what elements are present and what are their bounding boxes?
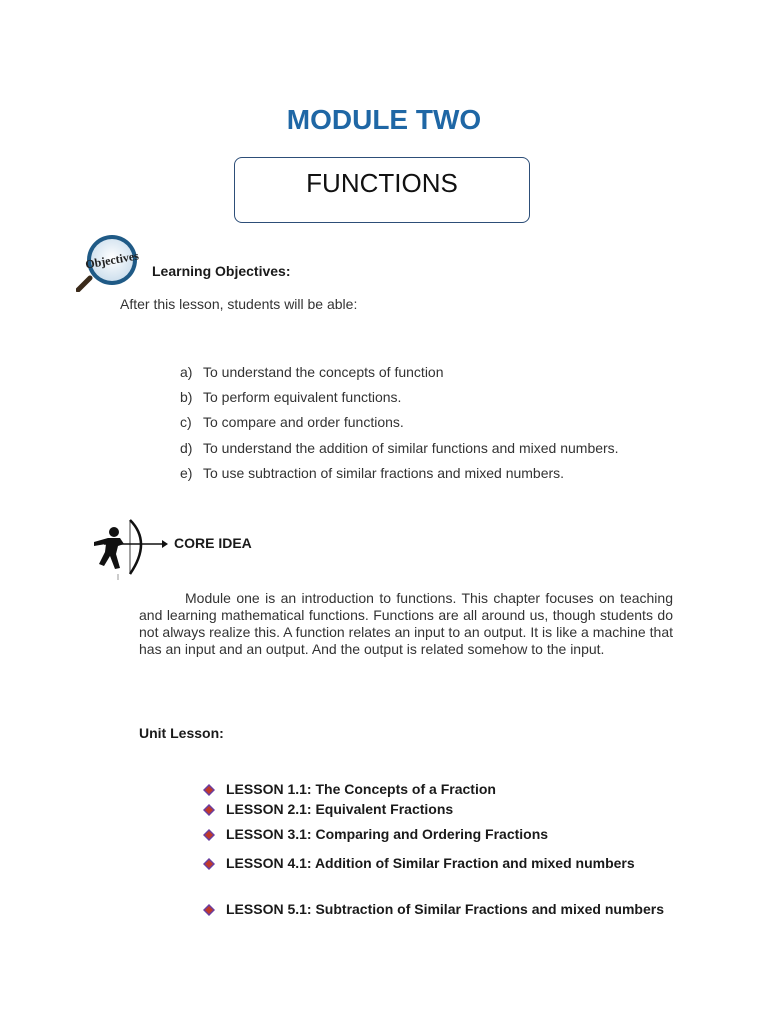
objectives-intro: After this lesson, students will be able: — [120, 296, 358, 312]
core-idea-paragraph: Module one is an introduction to functions. This chapter focuses on teaching and learning mathematical functions. Functions are all around us, though students do not always realize this. A function relates an input to an output. It is like a machine that has an input and an output. And the output is related somehow to the input. — [139, 590, 673, 657]
lesson-text: LESSON 5.1: Subtraction of Similar Fractions and mixed numbers — [226, 901, 664, 917]
bullet-icon — [202, 781, 226, 799]
module-subtitle-box — [234, 157, 530, 223]
objective-marker: d) — [180, 440, 193, 456]
objective-item — [180, 414, 404, 430]
learning-objectives-heading: Learning Objectives: — [152, 263, 291, 279]
objective-text: To understand the addition of similar functions and mixed numbers. — [203, 440, 619, 456]
module-title: MODULE TWO — [286, 104, 482, 135]
lesson-item — [202, 851, 674, 878]
bullet-icon — [202, 801, 226, 819]
module-subtitle: FUNCTIONS — [306, 168, 458, 198]
objective-text: To understand the concepts of function — [203, 364, 444, 380]
bullet-icon — [202, 826, 226, 844]
objective-text: To perform equivalent functions. — [203, 389, 402, 405]
lesson-item — [202, 801, 674, 819]
lesson-text: LESSON 2.1: Equivalent Fractions — [226, 801, 454, 817]
objective-item — [180, 465, 564, 481]
objective-marker: b) — [180, 389, 193, 405]
svg-text:Objectives: Objectives — [84, 248, 140, 272]
lesson-item — [202, 901, 674, 920]
lesson-text: LESSON 3.1: Comparing and Ordering Fractions — [226, 826, 549, 842]
objectives-magnifier-icon — [76, 234, 142, 292]
objective-item — [180, 389, 401, 405]
objective-marker: a) — [180, 364, 193, 380]
bullet-icon — [202, 901, 226, 920]
bullet-icon — [202, 851, 226, 878]
archer-icon — [90, 516, 168, 580]
objective-marker: e) — [180, 465, 193, 481]
lesson-item — [202, 781, 674, 799]
objective-text: To compare and order functions. — [203, 414, 404, 430]
lesson-text: LESSON 1.1: The Concepts of a Fraction — [226, 781, 496, 797]
objective-item — [180, 440, 619, 456]
core-idea-heading: CORE IDEA — [174, 535, 252, 551]
objective-text: To use subtraction of similar fractions and mixed numbers. — [203, 465, 565, 481]
unit-lesson-heading: Unit Lesson: — [139, 725, 224, 741]
lesson-item — [202, 826, 674, 844]
lesson-text: LESSON 4.1: Addition of Similar Fraction and mixed numbers — [226, 855, 635, 871]
objective-marker: c) — [180, 414, 192, 430]
objective-item — [180, 364, 444, 380]
